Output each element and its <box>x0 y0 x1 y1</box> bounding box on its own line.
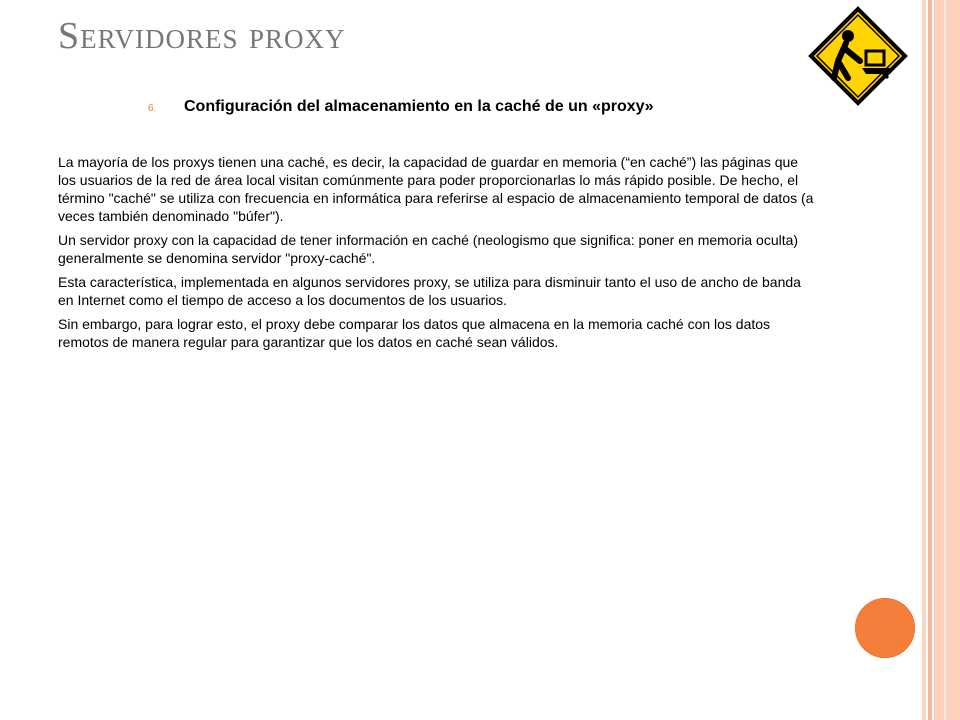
decorative-stripe <box>934 0 960 720</box>
body-text <box>58 153 818 357</box>
list-number: 6. <box>148 103 157 114</box>
slide-title: Servidores proxy <box>58 15 346 57</box>
paragraph: Esta característica, implementada en algunos servidores proxy, se utiliza para disminuir tanto el uso de ancho de banda en Internet como el tiempo de acceso a los documentos de los usuarios. <box>58 274 801 308</box>
paragraph: Un servidor proxy con la capacidad de tener información en caché (neologismo que significa: poner en memoria oculta) generalmente se denomina servidor "proxy-caché". <box>58 232 799 266</box>
construction-worker-sign-icon <box>808 6 908 106</box>
decorative-stripe <box>928 0 932 720</box>
subheading-text: Configuración del almacenamiento en la caché de un «proxy» <box>184 98 654 115</box>
decorative-orb <box>855 598 915 658</box>
decorative-stripe <box>922 0 926 720</box>
section-subheading <box>148 98 848 116</box>
decorative-stripe <box>944 0 946 720</box>
paragraph: Sin embargo, para lograr esto, el proxy debe comparar los datos que almacena en la memoria caché con los datos remotos de manera regular para garantizar que los datos en caché sean válidos. <box>58 316 771 350</box>
paragraph: La mayoría de los proxys tienen una caché, es decir, la capacidad de guardar en memoria (“en caché”) las páginas que los usuarios de la red de área local visitan comúnmente para poder proporcionarlas lo más rápido posible. De hecho, el término "caché" se utiliza con frecuencia en informática para referirse al espacio de almacenamiento temporal de datos (a veces también denominado "búfer"). <box>58 154 814 224</box>
